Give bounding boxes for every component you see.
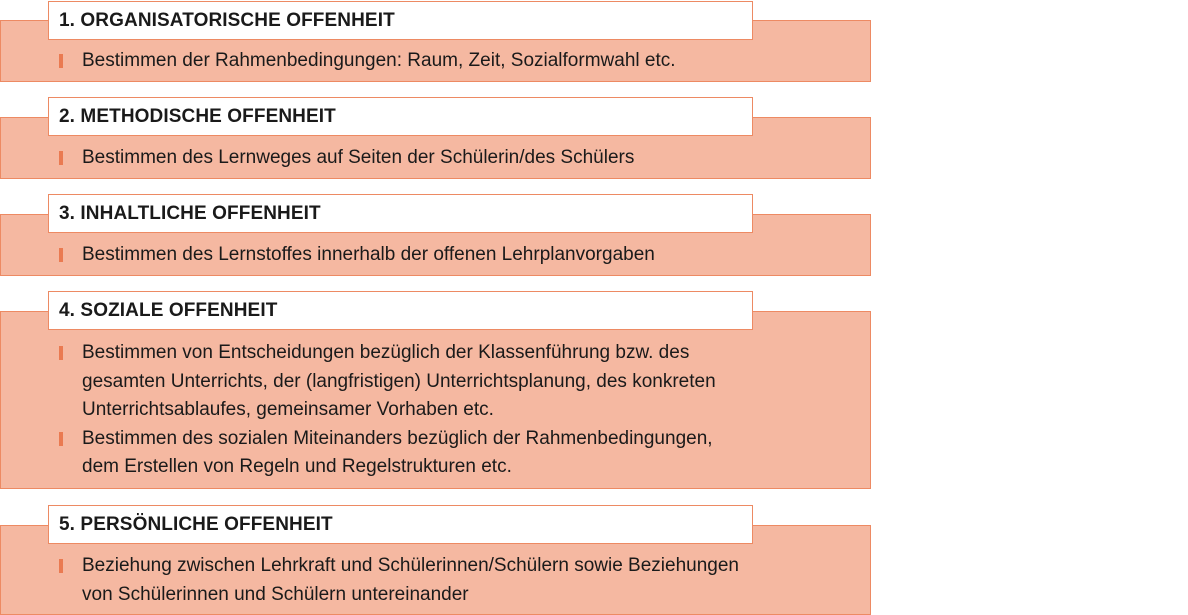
bullet-text-line: Unterrichtsablaufes, gemeinsamer Vorhaben etc. (82, 399, 494, 420)
bullet-item (1, 47, 822, 76)
section-soziale-offenheit (0, 291, 871, 489)
bullet-text: Bestimmen des Lernweges auf Seiten der Schülerin/des Schülers (82, 147, 635, 168)
bullet-text-line: Bestimmen des sozialen Miteinanders bezüglich der Rahmenbedingungen, (82, 427, 713, 449)
section-title: 4. SOZIALE OFFENHEIT (48, 291, 753, 330)
bullet-text-line: dem Erstellen von Regeln und Regelstrukturen etc. (82, 456, 512, 477)
bullet-list (1, 47, 870, 76)
section-inhaltliche-offenheit (0, 194, 871, 276)
bullet-text-line: von Schülerinnen und Schülern untereinander (82, 583, 469, 605)
section-title: 2. METHODISCHE OFFENHEIT (48, 97, 753, 136)
bullet-item (1, 552, 822, 609)
bullet-list (1, 144, 870, 173)
section-title: 5. PERSÖNLICHE OFFENHEIT (48, 505, 753, 544)
section-title: 3. INHALTLICHE OFFENHEIT (48, 194, 753, 233)
bullet-text: Bestimmen des Lernstoffes innerhalb der offenen Lehrplanvorgaben (82, 244, 655, 265)
bullet-list (1, 241, 870, 270)
bullet-text-line: Beziehung zwischen Lehrkraft und Schülerinnen/Schülern sowie Beziehungen (82, 555, 739, 576)
bullet-text: Bestimmen der Rahmenbedingungen: Raum, Zeit, Sozialformwahl etc. (82, 50, 676, 71)
bullet-marker-icon (59, 151, 63, 165)
bullet-item (1, 241, 822, 270)
bullet-list (1, 339, 870, 482)
bullet-item (1, 339, 822, 425)
section-persoenliche-offenheit (0, 505, 871, 615)
section-methodische-offenheit (0, 97, 871, 179)
bullet-item (1, 425, 822, 482)
section-organisatorische-offenheit (0, 0, 871, 82)
bullet-marker-icon (59, 248, 63, 262)
bullet-marker-icon (59, 346, 63, 360)
bullet-marker-icon (59, 559, 63, 573)
section-panel (0, 311, 871, 489)
bullet-text-line: gesamten Unterrichts, der (langfristigen) Unterrichtsplanung, des konkreten (82, 370, 716, 392)
section-title: 1. ORGANISATORISCHE OFFENHEIT (48, 1, 753, 40)
bullet-marker-icon (59, 54, 63, 68)
bullet-list (1, 552, 870, 609)
bullet-item (1, 144, 822, 173)
bullet-text-line: Bestimmen von Entscheidungen bezüglich der Klassenführung bzw. des (82, 342, 690, 363)
bullet-marker-icon (59, 432, 63, 446)
